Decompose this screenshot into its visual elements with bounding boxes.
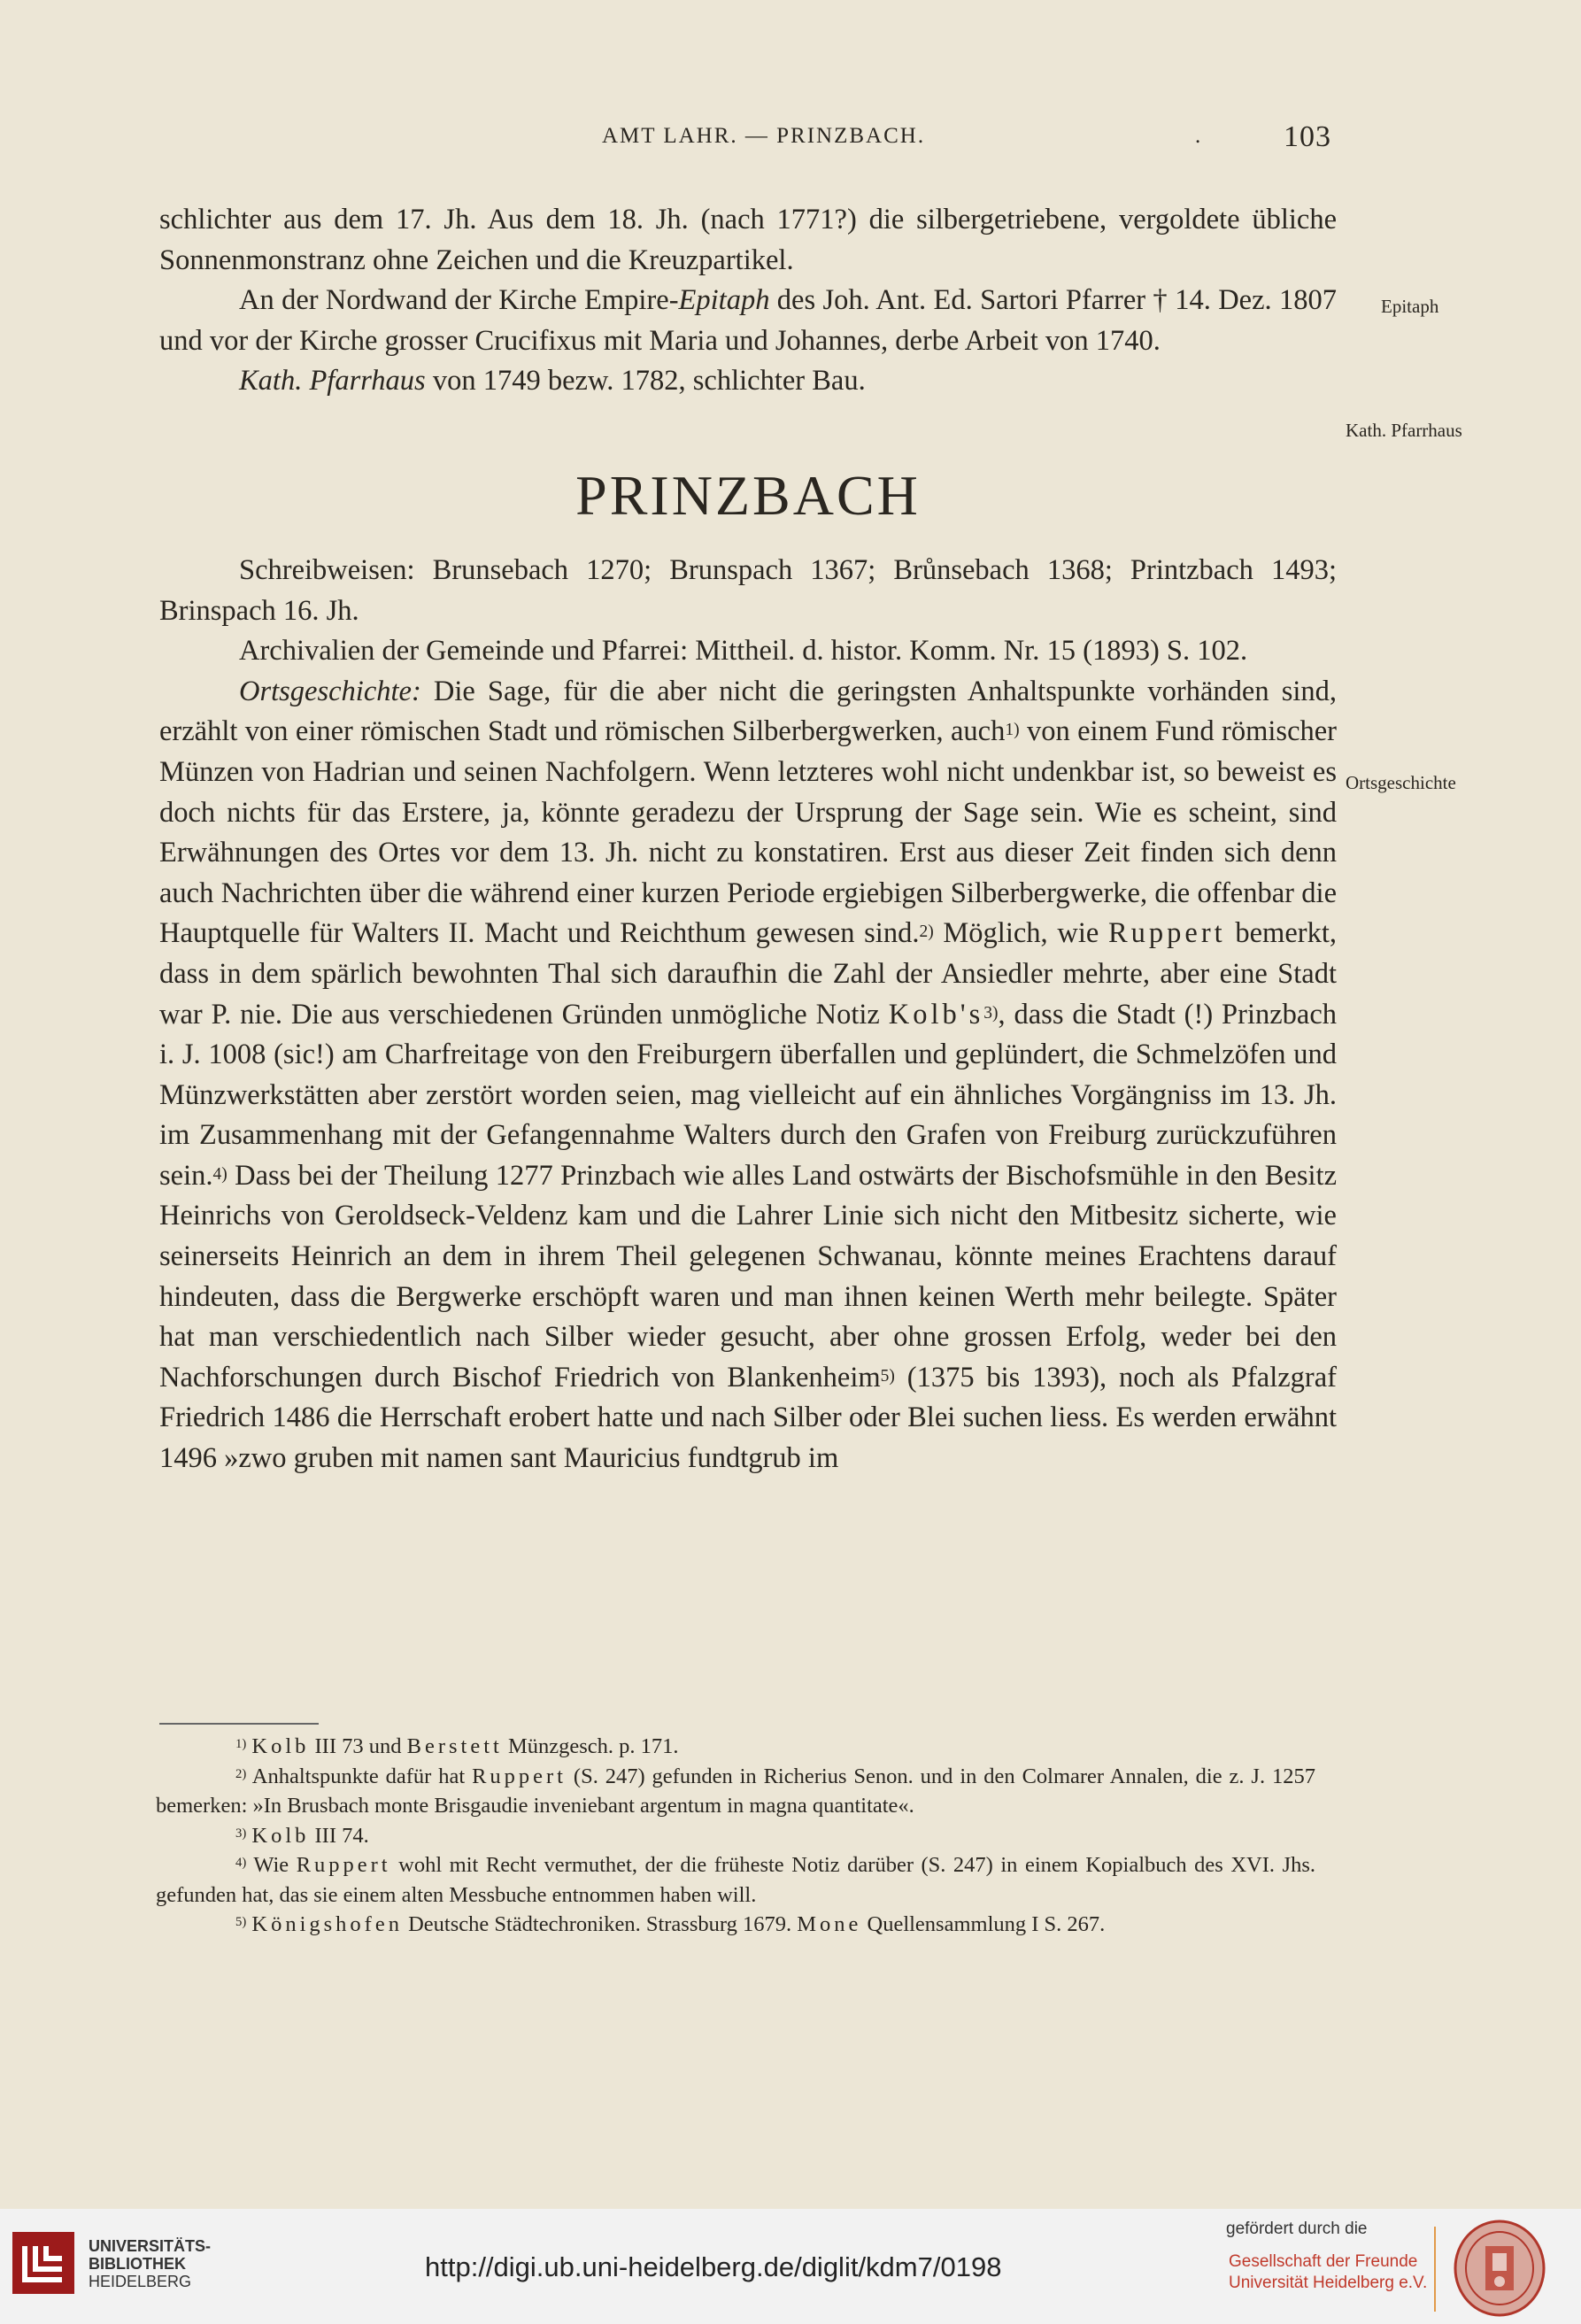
paragraph-epitaph <box>159 281 1337 361</box>
text-run: Wie <box>246 1853 297 1877</box>
text-run: von 1749 bezw. 1782, schlichter Bau. <box>425 365 866 398</box>
university-seal-icon <box>1454 2220 1546 2317</box>
sponsor-name-line: Universität Heidelberg e.V. <box>1229 2274 1428 2292</box>
italic-term: Kath. Pfarrhaus <box>239 365 426 398</box>
university-library-logo-icon <box>12 2232 74 2294</box>
sponsor-label: gefördert durch die <box>1226 2220 1368 2238</box>
margin-note-epitaph: Epitaph <box>1381 296 1439 317</box>
viewer-footer <box>0 2209 1581 2324</box>
footnote-4 <box>156 1850 1315 1910</box>
spaced-name: Königshofen <box>251 1912 403 1936</box>
paragraph-pfarrhaus <box>159 361 1337 402</box>
library-name-line: HEIDELBERG <box>89 2273 192 2290</box>
running-head-dot: . <box>1195 124 1203 148</box>
spaced-name: Ruppert <box>296 1853 391 1877</box>
spaced-name: Ruppert <box>1107 917 1226 950</box>
footer-divider <box>1434 2227 1436 2312</box>
library-name-line: BIBLIOTHEK <box>89 2255 186 2273</box>
spaced-name: Kolb <box>251 1734 310 1758</box>
text-run: wohl mit Recht vermuthet, der die früheste Notiz darüber (S. 247) in einem Kopialbuch des XVI. Jhs. gefunden hat, das sie einem alten Messbuche entnommen haben will. <box>156 1853 1315 1907</box>
footnote-mark: 1) <box>235 1737 247 1751</box>
footnote-ref: 1) <box>1005 721 1020 740</box>
footnote-ref: 2) <box>919 923 934 942</box>
text-run: Deutsche Städtechroniken. Strassburg 1679. <box>402 1912 798 1936</box>
body-text <box>159 200 1337 1479</box>
footnote-ref: 3) <box>983 1003 999 1023</box>
footnote-1 <box>156 1732 1315 1762</box>
footnote-divider <box>159 1723 319 1725</box>
text-run: (S. 247) gefunden in Richerius Senon. und in den Colmarer Annalen, die z. J. 1257 bemerken: »In Brusbach monte Brisgaudie inveniebant argentum in magna quantitate«. <box>156 1764 1315 1818</box>
paragraph: schlichter aus dem 17. Jh. Aus dem 18. Jh. (nach 1771?) die silbergetriebene, vergoldete übliche Sonnenmonstranz ohne Zeichen und die Kreuzpartikel. <box>159 204 1337 276</box>
spaced-name: Kolb <box>251 1823 310 1848</box>
text-run: Anhaltspunkte dafür hat <box>246 1764 473 1788</box>
spaced-name: Berstett <box>406 1734 503 1758</box>
library-name <box>89 2237 211 2290</box>
text-run: Möglich, wie <box>933 917 1108 950</box>
footnote-mark: 2) <box>235 1766 247 1781</box>
paragraph-schreibweisen: Schreibweisen: Brunsebach 1270; Brunspach 1367; Brůnsebach 1368; Printzbach 1493; Brinspach 16. Jh. <box>159 553 1337 627</box>
text-run: des Joh. Ant. Ed. Sartori Pfarrer † 14. Dez. 1807 und vor der Kirche grosser Crucifixus mit Maria und Johannes, derbe Arbeit von 1740. <box>159 284 1337 357</box>
footnote-mark: 5) <box>235 1915 247 1929</box>
sponsor-name-line: Gesellschaft der Freunde <box>1229 2252 1418 2271</box>
text-run: III 74. <box>309 1823 369 1848</box>
spaced-name: Mone <box>797 1912 862 1936</box>
text-run: von einem Fund römischer Münzen von Hadrian und seinen Nachfolgern. Wenn letzteres wohl nicht undenkbar ist, so beweist es doch nichts für das Erstere, ja, könnte geradezu der Ursprung der Sage sein. Wie es scheint, sind Erwähnungen des Ortes vor dem 13. Jh. nicht zu konstatiren. Erst aus dieser Zeit finden sich denn auch Nachrichten über die während einer kurzen Periode ergiebigen Silberbergwerke, die offenbar die Hauptquelle für Walters II. Macht und Reichthum gewesen sind. <box>159 715 1338 950</box>
footnote-ref: 4) <box>212 1164 228 1184</box>
text-run: (1375 bis 1393), noch als Pfalzgraf Friedrich 1486 die Herrschaft erobert hatte und nach Silber oder Blei suchen liess. Es werden erwähnt 1496 »zwo gruben mit namen sant Mauricius fundtgrub im <box>159 1361 1337 1475</box>
footnote-ref: 5) <box>880 1366 895 1386</box>
paragraph-ortsgeschichte <box>159 672 1337 1479</box>
text-run: bemerkt, dass in dem spärlich bewohnten Thal sich daraufhin die Zahl der Ansiedler mehrte, aber eine Stadt war P. nie. Die aus verschiedenen Gründen unmögliche Notiz <box>159 917 1337 1031</box>
library-name-line: UNIVERSITÄTS- <box>89 2237 212 2255</box>
text-run: Die Sage, für die aber nicht die geringsten Anhaltspunkte vorhänden sind, erzählt von einer römischen Stadt und römischen Silberbergwerken, auch <box>159 675 1337 748</box>
italic-term: Epitaph <box>678 284 770 317</box>
running-head <box>0 120 1581 159</box>
text-run: Dass bei der Theilung 1277 Prinzbach wie alles Land ostwärts der Bischofsmühle in den Besitz Heinrichs von Geroldseck-Veldenz kam und die Lahrer Linie sich nicht den Mitbesitz sicherte, wie seinerseits Heinrich an dem in ihrem Theil gelegenen Schwanau, könnte meines Erachtens darauf hindeuten, dass die Bergwerke erschöpft waren und man ihnen keinen Werth mehr beilegte. Später hat man verschiedentlich nach Silber wieder gesucht, aber ohne grossen Erfolg, weder bei den Nachforschungen durch Bischof Friedrich von Blankenheim <box>159 1159 1337 1394</box>
spaced-name: Kolb's <box>888 998 984 1031</box>
text-run: Quellensammlung I S. 267. <box>861 1912 1106 1936</box>
footnote-2 <box>156 1762 1315 1821</box>
text-run: III 73 und <box>309 1734 407 1758</box>
sponsor-name[interactable] <box>1229 2251 1427 2294</box>
margin-note-pfarrhaus: Kath. Pfarrhaus <box>1346 420 1462 441</box>
text-run: , dass die Stadt (!) Prinzbach i. J. 1008 (sic!) am Charfreitage von den Freiburgern überfallen und geplündert, die Schmelzöfen und Münzwerkstätten aber zerstört worden seien, mag vielleicht auf ein ähnliches Vorgängniss im 13. Jh. im Zusammenhang mit der Gefangennahme Walters durch den Grafen von Freiburg zurückzuführen sein. <box>159 998 1338 1192</box>
footnote-5 <box>156 1910 1315 1940</box>
footnotes <box>156 1732 1315 1940</box>
page-number: 103 <box>1284 120 1331 153</box>
footnote-mark: 4) <box>235 1856 247 1870</box>
italic-term: Ortsgeschichte: <box>239 675 421 707</box>
footnote-mark: 3) <box>235 1826 247 1841</box>
text-run: Münzgesch. p. 171. <box>502 1734 679 1758</box>
running-head-title: AMT LAHR. — PRINZBACH. <box>602 124 926 148</box>
permalink-url[interactable]: http://digi.ub.uni-heidelberg.de/diglit/kdm7/0198 <box>425 2251 1002 2282</box>
section-heading: PRINZBACH <box>575 463 921 527</box>
footnote-3 <box>156 1821 1315 1851</box>
text-run: An der Nordwand der Kirche Empire- <box>239 284 679 317</box>
spaced-name: Ruppert <box>472 1764 567 1788</box>
paragraph-archivalien: Archivalien der Gemeinde und Pfarrei: Mittheil. d. histor. Komm. Nr. 15 (1893) S. 102. <box>239 635 1248 668</box>
margin-note-ortsgeschichte: Ortsgeschichte <box>1346 772 1456 793</box>
